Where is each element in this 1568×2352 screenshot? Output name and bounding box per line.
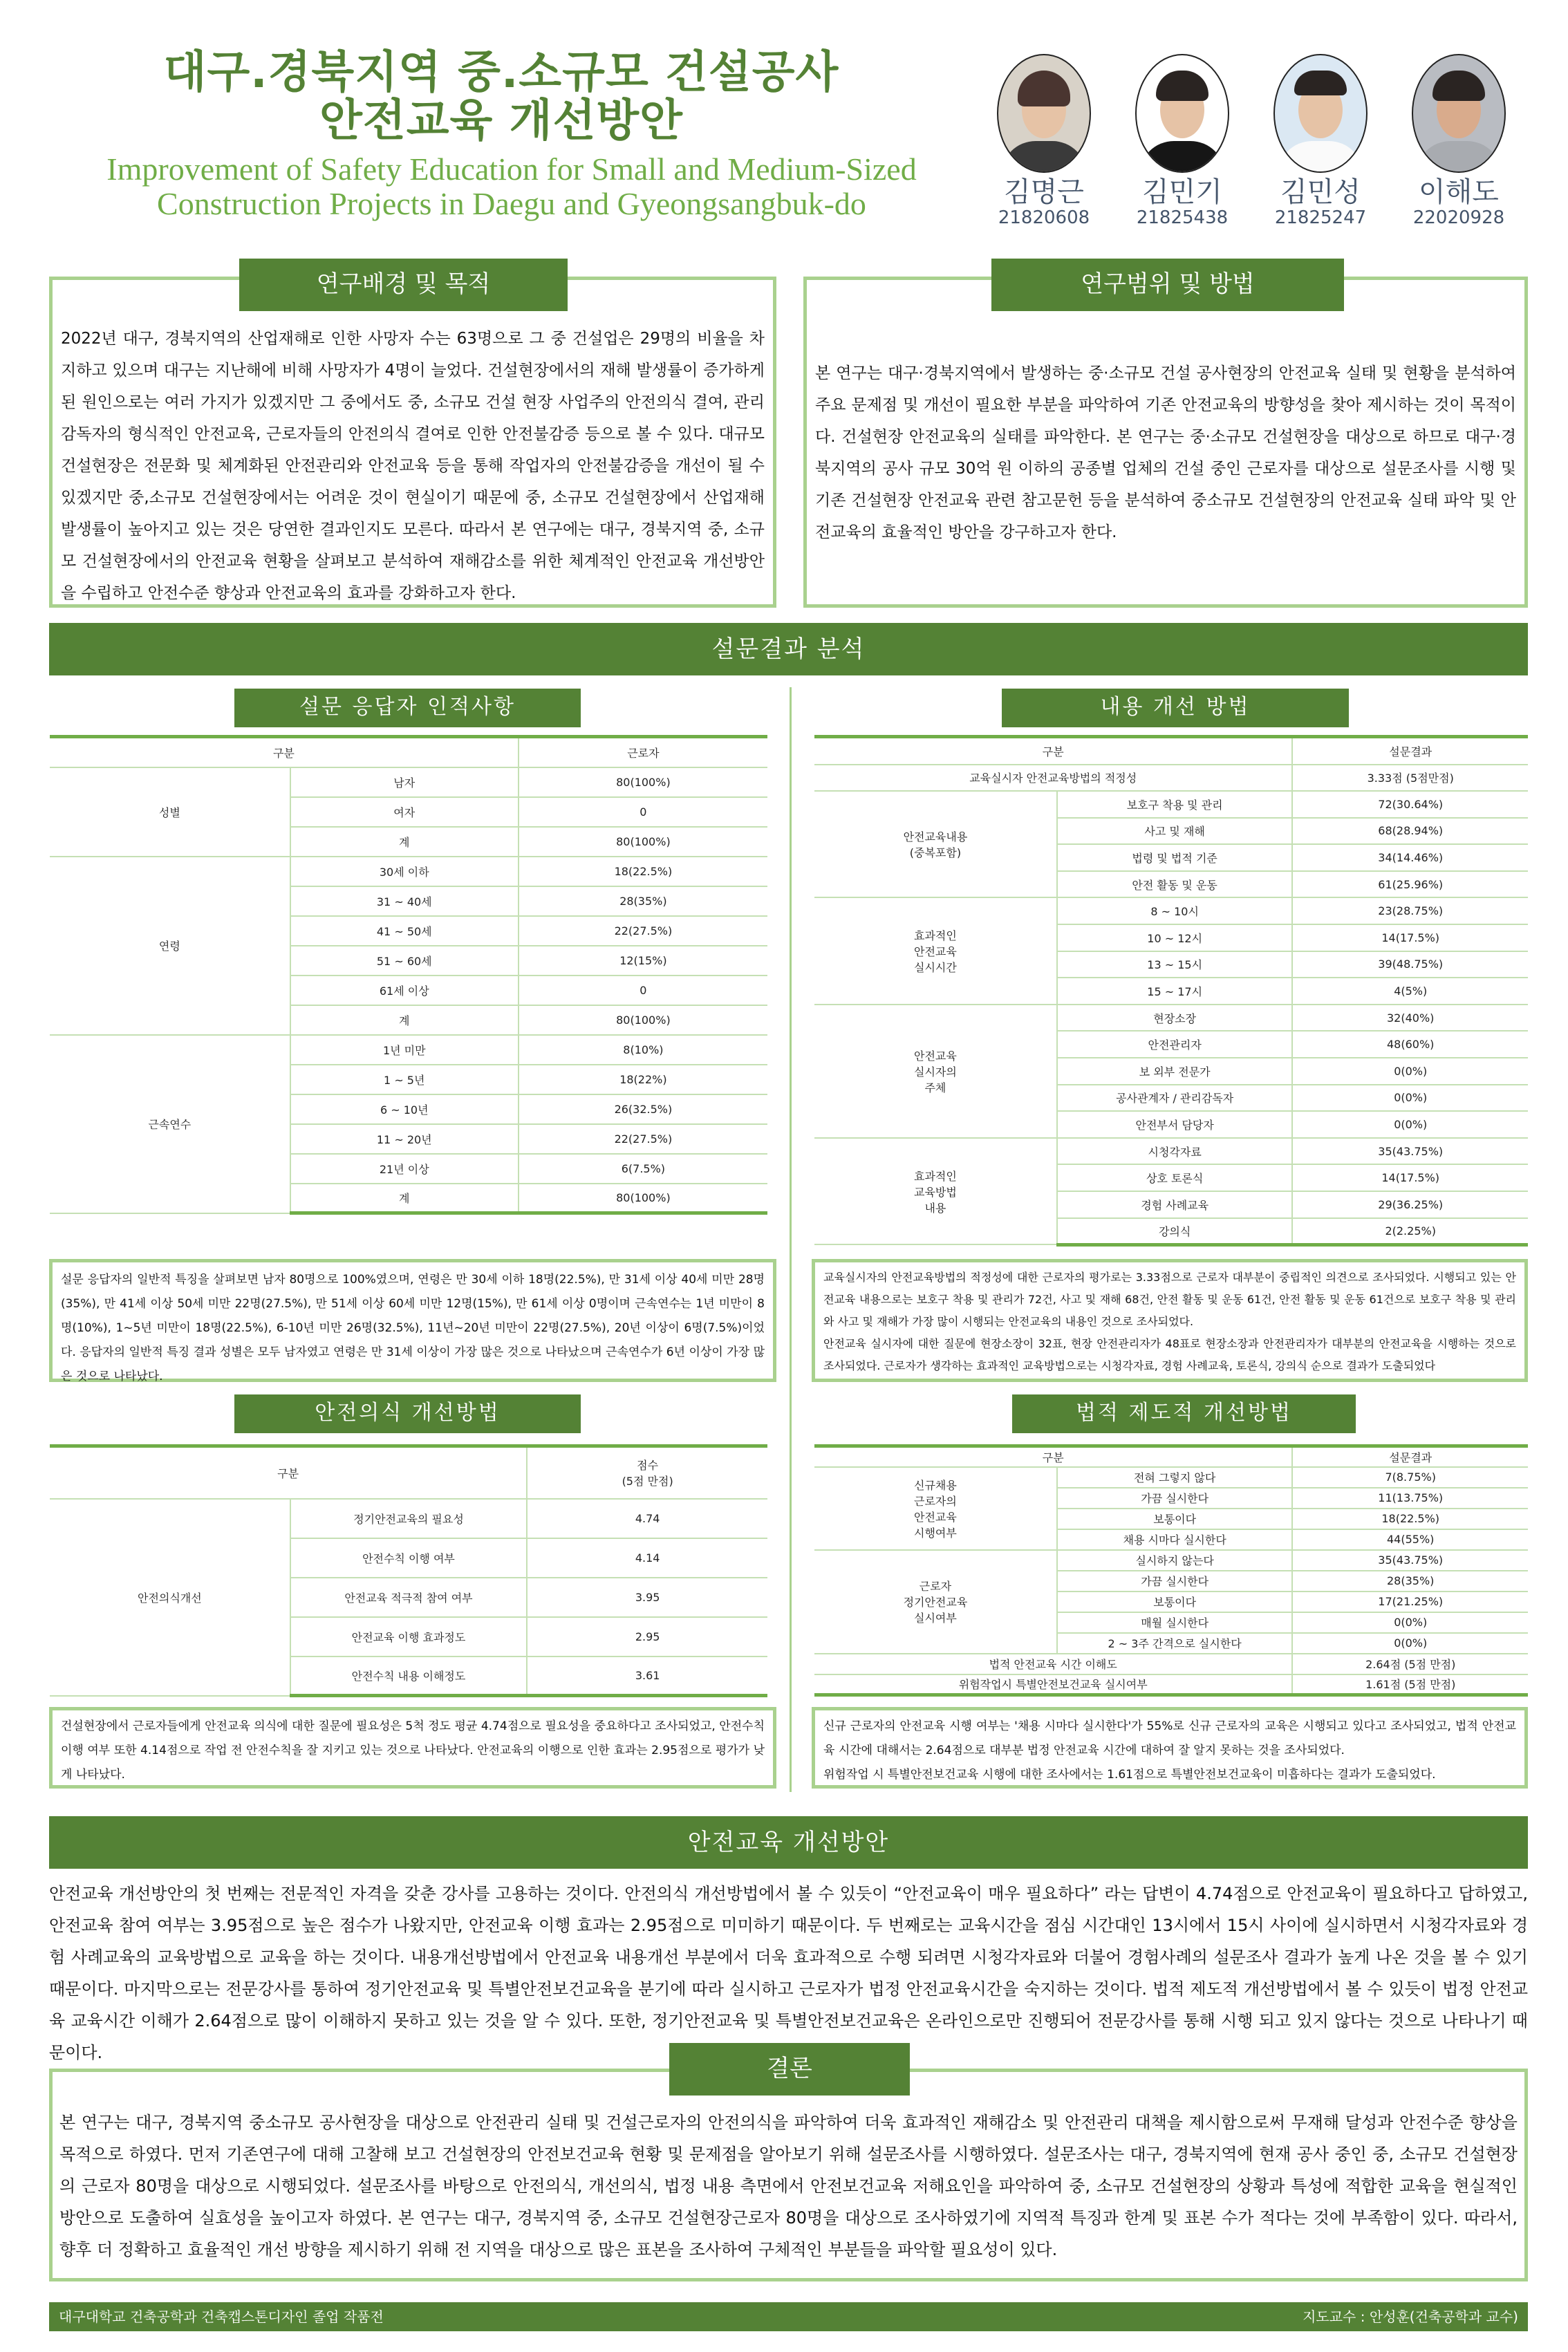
conclusion-text: 본 연구는 대구, 경북지역 중소규모 공사현장을 대상으로 안전관리 실태 및 건설근로자의 안전의식을 파악하여 더욱 효과적인 재해감소 및 안전관리 대책을 제시함으로써 무재해 달성과 안전수준 향상을 목적으로 하였다. 먼저 기존연구에 대해 고찰해 보고 건설현장의 안전보건교육 현황 및 문제점을 알아보기 위해 설문조사를 시행하였다. 설문조사는 대구, 경북지역에 현재 공사 중인 중, 소규모 건설현장의 근로자 80명을 대상으로 시행되었다. 설문조사를 바탕으로 안전의식, 개선의식, 법정 내용 측면에서 안전보건교육 저해요인을 파악하여 중, 소규모 건설현장의 상황과 특성에 적합한 교육을 현실적인 방안으로 도출하여 실효성을 높이고자 하였다. 본 연구는 대구, 경북지역 중, 소규모 건설현장근로자 80명을 대상으로 조사하였기에 지역적 특징과 한계 및 표본 수가 적다는 것에 부족함이 있다. 따라서, 향후 더 정확하고 효율적인 개선 방향을 제시하기 위해 전 지역을 대상으로 많은 표본을 조사하여 구체적인 부분들을 파악할 필요성이 있다. — [59, 2113, 1518, 2259]
item-value: 6(7.5%) — [519, 1154, 767, 1184]
group-label: 효과적인 교육방법 내용 — [814, 1138, 1057, 1244]
item-label: 61세 이상 — [290, 976, 519, 1005]
content-improvement-note-box — [812, 1259, 1528, 1382]
table-row — [50, 1499, 767, 1538]
improvement-text: 안전교육 개선방안의 첫 번째는 전문적인 자격을 갖춘 강사를 고용하는 것이다. 안전의식 개선방법에서 볼 수 있듯이 “안전교육이 매우 필요하다” 라는 답변이 4.74점으로 안전교육이 필요하다고 답하였고, 안전교육 참여 여부는 3.95점으로 높은 점수가 나왔지만, 안전교육 이행 효과는 2.95점으로 미미하기 때문이다. 두 번째로는 교육시간을 점심 시간대인 13시에서 15시 사이에 실시하면서 시청각자료와 경험 사례교육의 교육방법으로 교육을 하는 것이다. 내용개선방법에서 안전교육 내용개선 부분에서 더욱 효과적으로 수행 되려면 시청각자료와 더불어 경험사례의 설문조사 결과가 높게 나온 것을 볼 수 있기 때문이다. 마지막으로는 전문강사를 통하여 정기안전교육 및 특별안전보건교육을 분기에 따라 실시하고 근로자가 법정 안전교육시간을 숙지하는 것이다. 법적 제도적 개선방법에서 볼 수 있듯이 법정 안전교육 교육시간 이해가 2.64점으로 많이 이해하지 못하고 있는 것을 알 수 있다. 또한, 정기안전교육 및 특별안전보건교육은 온라인으로만 진행되어 전문강사를 통해 시행 되고 있지 않다는 것으로 나타나기 때문이다. — [49, 1884, 1528, 2062]
table-row — [814, 897, 1528, 924]
item-value: 0(0%) — [1292, 1612, 1528, 1633]
item-value: 44(55%) — [1292, 1529, 1528, 1550]
table-row — [814, 1138, 1528, 1165]
scope-text: 본 연구는 대구·경북지역에서 발생하는 중·소규모 건설 공사현장의 안전교육 실태 및 현황을 분석하여 주요 문제점 및 개선이 필요한 부분을 파악하여 기존 안전교육의 방향성을 찾아 제시하는 것이 목적이다. 건설현장 안전교육의 실태를 파악한다. 본 연구는 중·소규모 건설현장을 대상으로 하므로 대구·경북지역의 공사 규모 30억 원 이하의 공종별 업체의 건설 중인 근로자를 대상으로 설문조사를 시행 및 기존 건설현장 안전교육 관련 참고문헌 등을 분석하여 중소규모 건설현장의 안전교육 실태 파악 및 안전교육의 효율적인 방안을 강구하고자 한다. — [815, 364, 1516, 541]
table-header-row — [50, 737, 767, 767]
item-value: 18(22%) — [519, 1065, 767, 1094]
item-label: 15 ~ 17시 — [1057, 978, 1293, 1005]
poster-title — [76, 48, 926, 145]
item-label: 채용 시마다 실시한다 — [1057, 1529, 1293, 1550]
item-label: 가끔 실시한다 — [1057, 1571, 1293, 1592]
survey-results-banner: 설문결과 분석 — [49, 623, 1528, 675]
table-row — [814, 1005, 1528, 1032]
item-label: 1 ~ 5년 — [290, 1065, 519, 1094]
member-name: 김명근 — [1004, 176, 1084, 208]
item-label: 안전교육 이행 효과정도 — [290, 1617, 528, 1656]
item-value: 4.14 — [527, 1538, 767, 1578]
group-label: 연령 — [50, 857, 290, 1035]
item-label: 시청각자료 — [1057, 1138, 1293, 1165]
respondents-note: 설문 응답자의 일반적 특징을 살펴보면 남자 80명으로 100%였으며, 연령은 만 30세 이하 18명(22.5%), 만 31세 이상 40세 미만 28명(35%), 만 41세 이상 50세 미만 22명(27.5%), 만 51세 이상 60세 미만 12명(15%), 만 61세 이상 0명이며 근속연수는 1년 미만이 8명(10%), 1~5년 미만이 18명(22.5%), 6-10년 미만 26명(32.5%), 11년~20년 미만이 22명(27.5%), 20년 이상이 6명(7.5%)이었다. 응답자의 일반적 특징 결과 성별은 모두 남자였고 연령은 만 31세 이상이 가장 많은 것으로 나타났으며 근속연수가 6년 이상이 가장 많은 것으로 나타났다. — [61, 1273, 765, 1383]
item-label: 매월 실시한다 — [1057, 1612, 1293, 1633]
item-value: 29(36.25%) — [1292, 1191, 1528, 1218]
item-value: 0(0%) — [1292, 1058, 1528, 1085]
item-value: 48(60%) — [1292, 1031, 1528, 1058]
poster-subtitle — [55, 152, 968, 221]
item-value: 7(8.75%) — [1292, 1467, 1528, 1488]
item-value: 22(27.5%) — [519, 916, 767, 946]
item-label: 계 — [290, 827, 519, 857]
item-label: 전혀 그렇지 않다 — [1057, 1467, 1293, 1488]
item-value: 80(100%) — [519, 1184, 767, 1213]
item-value: 11(13.75%) — [1292, 1488, 1528, 1509]
item-label: 안전교육 적극적 참여 여부 — [290, 1578, 528, 1617]
content-improvement-table — [814, 735, 1528, 1247]
item-label: 안전 활동 및 운동 — [1057, 871, 1293, 898]
group-label: 안전교육 실시자의 주체 — [814, 1005, 1057, 1138]
item-label: 31 ~ 40세 — [290, 886, 519, 916]
item-label: 2 ~ 3주 간격으로 실시한다 — [1057, 1633, 1293, 1654]
column-header-category: 구분 — [50, 737, 519, 767]
item-value: 68(28.94%) — [1292, 818, 1528, 845]
table-header-row — [814, 737, 1528, 765]
item-label: 계 — [290, 1184, 519, 1213]
item-label: 여자 — [290, 797, 519, 827]
group-label: 효과적인 안전교육 실시시간 — [814, 897, 1057, 1004]
item-label: 가끔 실시한다 — [1057, 1488, 1293, 1509]
item-value: 80(100%) — [519, 1005, 767, 1035]
item-value: 0 — [519, 976, 767, 1005]
item-value: 17(21.25%) — [1292, 1592, 1528, 1612]
item-value: 80(100%) — [519, 827, 767, 857]
item-label: 강의식 — [1057, 1218, 1293, 1245]
table-row — [50, 1035, 767, 1065]
item-value: 0(0%) — [1292, 1111, 1528, 1138]
member-card — [1258, 54, 1383, 228]
row-label: 교육실시자 안전교육방법의 적정성 — [814, 765, 1292, 792]
row-label: 법적 안전교육 시간 이해도 — [814, 1654, 1292, 1674]
item-value: 72(30.64%) — [1292, 791, 1528, 818]
member-photo — [1412, 54, 1506, 173]
item-label: 21년 이상 — [290, 1154, 519, 1184]
item-value: 39(48.75%) — [1292, 951, 1528, 978]
item-label: 현장소장 — [1057, 1005, 1293, 1032]
item-value: 12(15%) — [519, 946, 767, 976]
table-row — [814, 1674, 1528, 1695]
member-id: 21825438 — [1136, 207, 1229, 228]
item-label: 51 ~ 60세 — [290, 946, 519, 976]
column-divider — [790, 687, 792, 1792]
table-header-row — [50, 1446, 767, 1499]
title-line-2: 안전교육 개선방안 — [319, 95, 683, 147]
item-value: 18(22.5%) — [519, 857, 767, 886]
legal-note-box — [812, 1707, 1528, 1789]
item-label: 안전수칙 이행 여부 — [290, 1538, 528, 1578]
awareness-heading: 안전의식 개선방법 — [234, 1394, 581, 1433]
item-value: 14(17.5%) — [1292, 924, 1528, 951]
table-row — [814, 765, 1528, 792]
group-label: 근속연수 — [50, 1035, 290, 1213]
respondents-heading: 설문 응답자 인적사항 — [234, 689, 581, 727]
item-label: 공사관계자 / 관리감독자 — [1057, 1085, 1293, 1112]
item-label: 13 ~ 15시 — [1057, 951, 1293, 978]
item-label: 경험 사례교육 — [1057, 1191, 1293, 1218]
conclusion-section — [49, 2069, 1528, 2281]
item-value: 26(32.5%) — [519, 1094, 767, 1124]
member-id: 21825247 — [1274, 207, 1367, 228]
row-value: 1.61점 (5점 만점) — [1292, 1674, 1528, 1695]
item-value: 2(2.25%) — [1292, 1218, 1528, 1245]
group-label: 안전교육내용 (중복포함) — [814, 791, 1057, 897]
member-photo — [1273, 54, 1368, 173]
legal-note: 신규 근로자의 안전교육 시행 여부는 '채용 시마다 실시한다'가 55%로 신규 근로자의 교육은 시행되고 있다고 조사되었고, 법적 안전교육 시간에 대해서는 2.64점으로 대부분 법정 안전교육 시간에 대하여 잘 알지 못하는 것을 조사되었다. 위험작업 시 특별안전보건교육 시행에 대한 조사에서는 1.61점으로 특별안전보건교육이 미흡하다는 결과가 도출되었다. — [823, 1719, 1516, 1782]
member-name: 김민성 — [1280, 176, 1361, 208]
member-card — [1120, 54, 1244, 228]
member-card — [1397, 54, 1521, 228]
group-label: 성별 — [50, 767, 290, 857]
item-label: 법령 및 법적 기준 — [1057, 844, 1293, 871]
scope-section — [803, 277, 1528, 608]
conclusion-heading: 결론 — [669, 2043, 910, 2096]
background-section — [49, 277, 776, 608]
group-label: 근로자 정기안전교육 실시여부 — [814, 1550, 1057, 1654]
item-value: 22(27.5%) — [519, 1124, 767, 1154]
item-value: 34(14.46%) — [1292, 844, 1528, 871]
title-line-1: 대구.경북지역 중.소규모 건설공사 — [163, 47, 839, 98]
item-label: 정기안전교육의 필요성 — [290, 1499, 528, 1538]
item-label: 보 외부 전문가 — [1057, 1058, 1293, 1085]
table-row — [814, 1654, 1528, 1674]
footer — [49, 2302, 1528, 2331]
item-label: 실시하지 않는다 — [1057, 1550, 1293, 1571]
item-label: 보통이다 — [1057, 1592, 1293, 1612]
member-name: 김민기 — [1142, 176, 1222, 208]
table-row — [50, 857, 767, 886]
table-row — [814, 1467, 1528, 1488]
item-value: 3.95 — [527, 1578, 767, 1617]
table-row — [814, 1550, 1528, 1571]
item-label: 보통이다 — [1057, 1509, 1293, 1529]
group-label: 안전의식개선 — [50, 1499, 290, 1696]
item-value: 2.95 — [527, 1617, 767, 1656]
item-label: 계 — [290, 1005, 519, 1035]
item-value: 35(43.75%) — [1292, 1138, 1528, 1165]
member-photo — [997, 54, 1091, 173]
respondents-note-box — [49, 1259, 776, 1382]
background-text: 2022년 대구, 경북지역의 산업재해로 인한 사망자 수는 63명으로 그 중 건설업은 29명의 비율을 차지하고 있으며 대구는 지난해에 비해 사망자가 4명이 늘었다. 건설현장에서의 재해 발생률이 증가하게 된 원인으로는 여러 가지가 있겠지만 그 중에서도 중, 소규모 건설 현장 사업주의 안전의식 결여, 관리감독자의 형식적인 안전교육, 근로자들의 안전의식 결여로 인한 안전불감증 등으로 볼 수 있다. 대규모 건설현장은 전문화 및 체계화된 안전관리와 안전교육 등을 통해 작업자의 안전불감증을 개선이 될 수 있겠지만 중,소규모 건설현장에서는 어려운 것이 현실이기 때문에 중, 소규모 건설현장에서 산업재해 발생률이 높아지고 있는 것은 당연한 결과인지도 모른다. 따라서 본 연구에는 대구, 경북지역 중, 소규모 건설현장에서의 안전교육 현황을 살펴보고 분석하여 재해감소를 위한 체계적인 안전교육 개선방안을 수립하고 안전수준 향상과 안전교육의 효과를 강화하고자 한다. — [61, 330, 765, 602]
item-label: 11 ~ 20년 — [290, 1124, 519, 1154]
row-label: 위험작업시 특별안전보건교육 실시여부 — [814, 1674, 1292, 1695]
item-label: 상호 토론식 — [1057, 1164, 1293, 1191]
item-value: 0 — [519, 797, 767, 827]
item-value: 14(17.5%) — [1292, 1164, 1528, 1191]
item-value: 3.61 — [527, 1656, 767, 1696]
row-value: 3.33점 (5점만점) — [1292, 765, 1528, 792]
item-label: 10 ~ 12시 — [1057, 924, 1293, 951]
table-row — [814, 791, 1528, 818]
legal-table — [814, 1444, 1528, 1697]
content-improvement-heading: 내용 개선 방법 — [1002, 689, 1349, 727]
member-id: 22020928 — [1412, 207, 1505, 228]
item-value: 35(43.75%) — [1292, 1550, 1528, 1571]
item-label: 8 ~ 10시 — [1057, 897, 1293, 924]
background-heading: 연구배경 및 목적 — [239, 259, 568, 311]
awareness-note-box — [49, 1707, 776, 1789]
item-value: 28(35%) — [519, 886, 767, 916]
item-label: 안전관리자 — [1057, 1031, 1293, 1058]
item-label: 안전수칙 내용 이해정도 — [290, 1656, 528, 1696]
table-header-row — [814, 1446, 1528, 1467]
item-label: 1년 미만 — [290, 1035, 519, 1065]
column-header-value: 설문결과 — [1292, 1446, 1528, 1467]
item-label: 보호구 착용 및 관리 — [1057, 791, 1293, 818]
column-header-value: 설문결과 — [1292, 737, 1528, 765]
item-label: 사고 및 재해 — [1057, 818, 1293, 845]
member-id: 21820608 — [998, 207, 1090, 228]
subtitle-line-2: Construction Projects in Daegu and Gyeongsangbuk-do — [157, 186, 866, 221]
subtitle-line-1: Improvement of Safety Education for Small and Medium-Sized — [106, 151, 917, 187]
item-value: 28(35%) — [1292, 1571, 1528, 1592]
member-photo — [1135, 54, 1229, 173]
item-value: 61(25.96%) — [1292, 871, 1528, 898]
content-improvement-note: 교육실시자의 안전교육방법의 적정성에 대한 근로자의 평가로는 3.33점으로 근로자 대부분이 중립적인 의견으로 조사되었다. 시행되고 있는 안전교육 내용으로는 보호구 착용 및 관리가 72건, 사고 및 재해 68건, 안전 활동 및 운동 61건, 안전 활동 및 운동 61건으로 보호구 착용 및 관리와 사고 및 재해가 가장 많이 시행되는 안전교육의 내용인 것으로 조사되었다. 안전교육 실시자에 대한 질문에 현장소장이 32표, 현장 안전관리자가 48표로 현장소장과 안전관리자가 대부분의 안전교육을 시행하는 것으로 조사되었다. 근로자가 생각하는 효과적인 교육방법으로는 시청각자료, 경험 사례교육, 토론식, 강의식 순으로 결과가 도출되었다 — [823, 1271, 1516, 1372]
item-value: 4(5%) — [1292, 978, 1528, 1005]
item-label: 30세 이하 — [290, 857, 519, 886]
awareness-table — [50, 1444, 767, 1697]
column-header-value: 근로자 — [519, 737, 767, 767]
legal-heading: 법적 제도적 개선방법 — [1012, 1394, 1356, 1433]
member-card — [982, 54, 1106, 228]
member-name: 이해도 — [1419, 176, 1499, 208]
item-value: 0(0%) — [1292, 1085, 1528, 1112]
item-value: 80(100%) — [519, 767, 767, 797]
table-row — [50, 767, 767, 797]
team-members — [982, 54, 1521, 228]
item-value: 8(10%) — [519, 1035, 767, 1065]
scope-heading: 연구범위 및 방법 — [991, 259, 1344, 311]
item-value: 18(22.5%) — [1292, 1509, 1528, 1529]
respondents-table — [50, 735, 767, 1215]
item-value: 0(0%) — [1292, 1633, 1528, 1654]
item-label: 남자 — [290, 767, 519, 797]
item-value: 32(40%) — [1292, 1005, 1528, 1032]
footer-department: 대구대학교 건축공학과 건축캡스톤디자인 졸업 작품전 — [59, 2308, 384, 2325]
row-value: 2.64점 (5점 만점) — [1292, 1654, 1528, 1674]
column-header-value: 점수 (5점 만점) — [527, 1446, 767, 1499]
improvement-banner: 안전교육 개선방안 — [49, 1816, 1528, 1869]
item-value: 4.74 — [527, 1499, 767, 1538]
awareness-note: 건설현장에서 근로자들에게 안전교육 의식에 대한 질문에 필요성은 5척 정도 평균 4.74점으로 필요성을 중요하다고 조사되었고, 안전수칙 이행 여부 또한 4.14점으로 작업 전 안전수칙을 잘 지키고 있는 것으로 나타났다. 안전교육의 이행으로 인한 효과는 2.95점으로 평가가 낮게 나타났다. — [61, 1719, 765, 1782]
footer-advisor: 지도교수 : 안성훈(건축공학과 교수) — [1303, 2308, 1518, 2325]
item-label: 6 ~ 10년 — [290, 1094, 519, 1124]
item-label: 41 ~ 50세 — [290, 916, 519, 946]
column-header-category: 구분 — [814, 737, 1292, 765]
item-label: 안전부서 담당자 — [1057, 1111, 1293, 1138]
group-label: 신규채용 근로자의 안전교육 시행여부 — [814, 1467, 1057, 1550]
column-header-category: 구분 — [50, 1446, 527, 1499]
item-value: 23(28.75%) — [1292, 897, 1528, 924]
column-header-category: 구분 — [814, 1446, 1292, 1467]
